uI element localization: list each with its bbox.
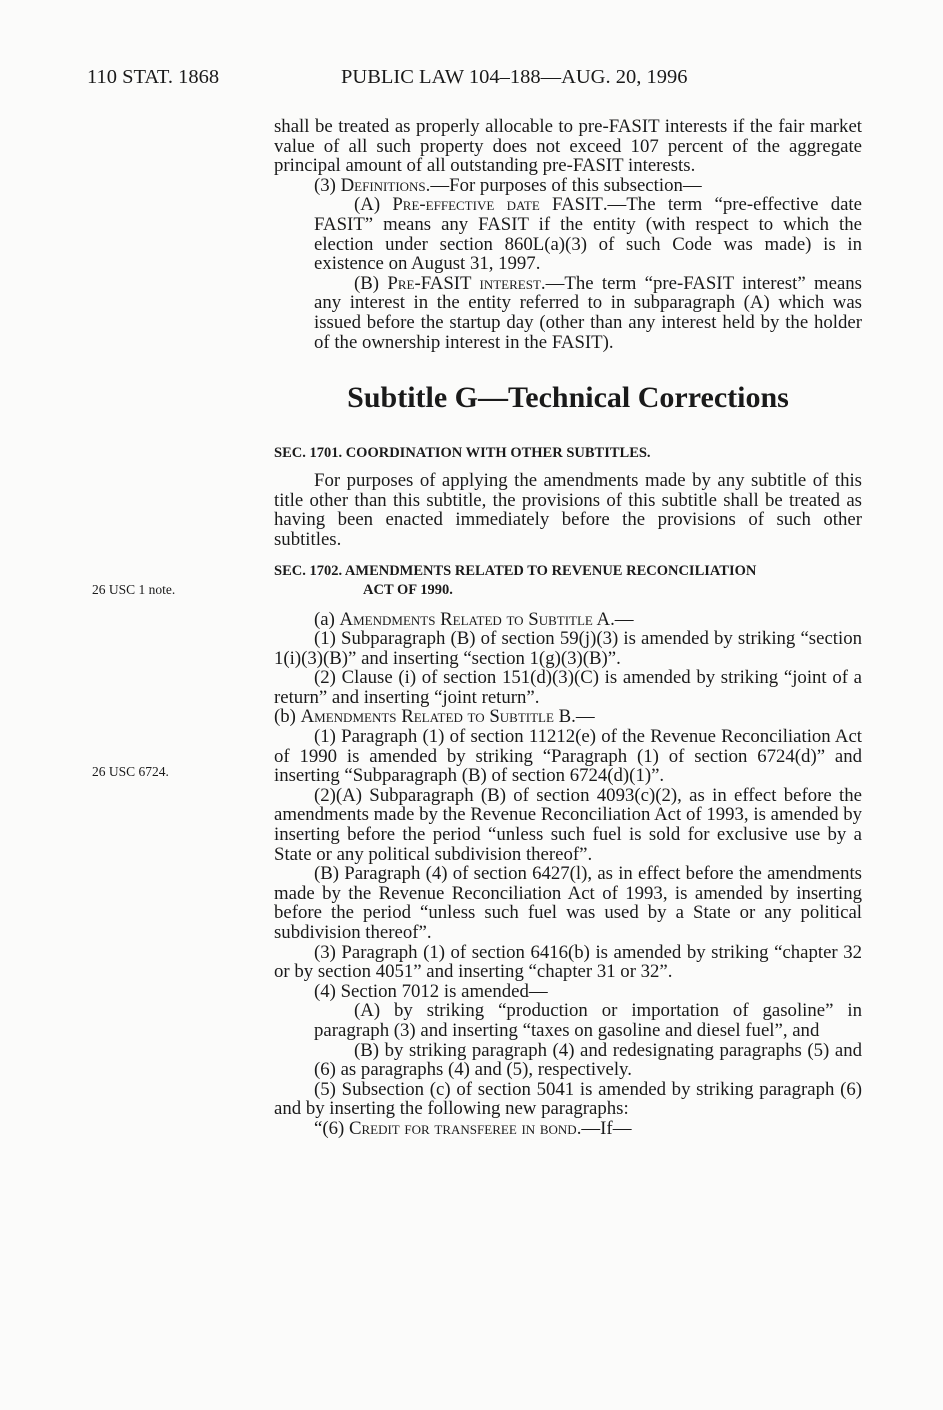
section-1701-text: For purposes of applying the amendments made by any subtitle of this title other than this subtitle, the provisions of this subtitle shall be treated as having been enacted immediately before the provisions of such other subtitles. <box>274 470 862 550</box>
subsection-b-heading: (b) Amendments Related to Subtitle B.— <box>274 706 595 728</box>
public-law-citation: PUBLIC LAW 104–188—AUG. 20, 1996 <box>341 66 688 88</box>
paragraph-a1: (1) Subparagraph (B) of section 59(j)(3) is amended by striking “section 1(i)(3)(B)” and inserting “section 1(g)(3)(B)”. <box>274 628 862 669</box>
page-header <box>87 66 688 89</box>
subparagraph-a-pre-effective-date: (A) Pre-effective date FASIT.—The term “pre-effective date FASIT” means any FASIT if the entity (with respect to which the election under section 860L(a)(3) of such Code was made) is in existence on August 31, 1997. <box>314 194 862 275</box>
paragraph-b2b: (B) Paragraph (4) of section 6427(l), as in effect before the amendments made by the Revenue Reconciliation Act of 1993, is amended by inserting before the period “unless such fuel was used by a State or any political subdivision thereof”. <box>274 863 862 943</box>
paragraph-b3: (3) Paragraph (1) of section 6416(b) is amended by striking “chapter 32 or by section 4051” and inserting “chapter 31 or 32”. <box>274 941 862 983</box>
paragraph-a2: (2) Clause (i) of section 151(d)(3)(C) is amended by striking “joint of a return” and inserting “joint return”. <box>274 667 862 708</box>
margin-note-usc-6724: 26 USC 6724. <box>92 764 169 779</box>
paragraph-b5: (5) Subsection (c) of section 5041 is amended by striking paragraph (6) and by inserting the following new paragraphs: <box>274 1078 862 1120</box>
paragraph-b4b: (B) by striking paragraph (4) and redesignating paragraphs (5) and (6) as paragraphs (4) and (5), respectively. <box>314 1039 862 1081</box>
stat-page-number: 110 STAT. 1868 <box>87 66 220 88</box>
document-body <box>274 117 862 1139</box>
paragraph-b4: (4) Section 7012 is amended— <box>314 980 548 1002</box>
paragraph-3-definitions: (3) Definitions.—For purposes of this subsection— <box>314 174 702 196</box>
subsection-a-heading: (a) Amendments Related to Subtitle A.— <box>314 608 634 630</box>
subtitle-heading: Subtitle G—Technical Corrections <box>347 381 789 415</box>
quoted-paragraph-6: “(6) Credit for transferee in bond.—If— <box>314 1117 632 1139</box>
subparagraph-b-pre-fasit-interest: (B) Pre-FASIT interest.—The term “pre-FASIT interest” means any interest in the entity referred to in subparagraph (A) which was issued before the startup day (other than any interest held by the holder of the ownership interest in the FASIT). <box>314 272 862 353</box>
continuation-paragraph: shall be treated as properly allocable to pre-FASIT interests if the fair market value of all such property does not exceed 107 percent of the aggregate principal amount of all outstanding pre-FASIT interests. <box>274 116 862 177</box>
paragraph-b1: (1) Paragraph (1) of section 11212(e) of the Revenue Reconciliation Act of 1990 is amended by striking “Paragraph (1) of section 6724(d)” and inserting “Subparagraph (B) of section 6724(d)(1)”. <box>274 726 862 787</box>
margin-note-usc-1: 26 USC 1 note. <box>92 582 176 597</box>
section-1701-heading: SEC. 1701. COORDINATION WITH OTHER SUBTITLES. <box>274 445 651 462</box>
paragraph-b4a: (A) by striking “production or importation of gasoline” in paragraph (3) and inserting “taxes on gasoline and diesel fuel”, and <box>314 1000 862 1041</box>
paragraph-b2a: (2)(A) Subparagraph (B) of section 4093(c)(2), as in effect before the amendments made by the Revenue Reconciliation Act of 1993, is amended by inserting before the period “unless such fuel is sold for exclusive use by a State or any political subdivision thereof”. <box>274 784 862 865</box>
section-1702-heading: SEC. 1702. AMENDMENTS RELATED TO REVENUE RECONCILIATION ACT OF 1990. <box>274 562 757 598</box>
